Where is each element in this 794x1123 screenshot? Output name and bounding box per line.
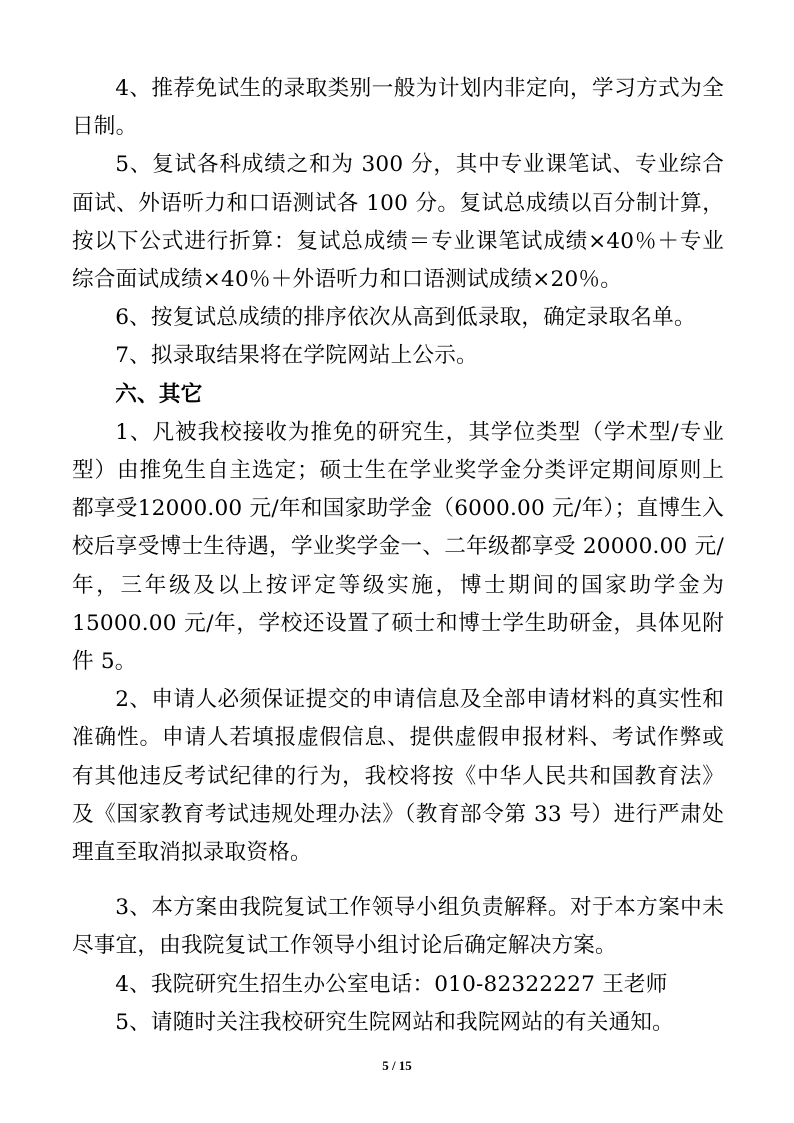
section-heading-other: 六、其它 — [115, 381, 203, 407]
document-body — [72, 70, 724, 1042]
paragraph-gap — [72, 872, 724, 889]
paragraph-notice: 5、请随时关注我校研究生院网站和我院网站的有关通知。 — [115, 1009, 674, 1035]
page-number: 5 / 15 — [382, 1058, 412, 1073]
paragraph-publicity: 7、拟录取结果将在学院网站上公示。 — [115, 343, 478, 369]
paragraph-admission-category: 4、推荐免试生的录取类别一般为计划内非定向，学习方式为全日制。 — [72, 76, 724, 140]
paragraph-ranking: 6、按复试总成绩的排序依次从高到低录取，确定录取名单。 — [115, 305, 696, 331]
paragraph-interpretation: 3、本方案由我院复试工作领导小组负责解释。对于本方案中未尽事宜，由我院复试工作领导小组讨论后确定解决方案。 — [72, 895, 724, 959]
paragraph-score-formula: 5、复试各科成绩之和为 300 分，其中专业课笔试、专业综合面试、外语听力和口语测试各 100 分。复试总成绩以百分制计算，按以下公式进行折算：复试总成绩＝专业课笔试成绩×40％＋专业综合面试成绩×40％＋外语听力和口语测试成绩×20％。 — [72, 152, 724, 293]
paragraph-contact-phone: 4、我院研究生招生办公室电话：010-82322227 王老师 — [115, 971, 668, 997]
paragraph-scholarship: 1、凡被我校接收为推免的研究生，其学位类型（学术型/专业型）由推免生自主选定；硕士生在学业奖学金分类评定期间原则上都享受12000.00 元/年和国家助学金（6000.00 元/年）；直博生入校后享受博士生待遇，学业奖学金一、二年级都享受 20000.00 元/年，三年级及以上按评定等级实施，博士期间的国家助学金为 15000.00 元/年，学校还设置了硕士和博士学生助研金，具体见附件 5。 — [72, 419, 724, 675]
paragraph-integrity: 2、申请人必须保证提交的申请信息及全部申请材料的真实性和准确性。申请人若填报虚假信息、提供虚假申报材料、考试作弊或有其他违反考试纪律的行为，我校将按《中华人民共和国教育法》及《国家教育考试违规处理办法》（教育部令第 33 号）进行严肃处理直至取消拟录取资格。 — [72, 687, 724, 866]
